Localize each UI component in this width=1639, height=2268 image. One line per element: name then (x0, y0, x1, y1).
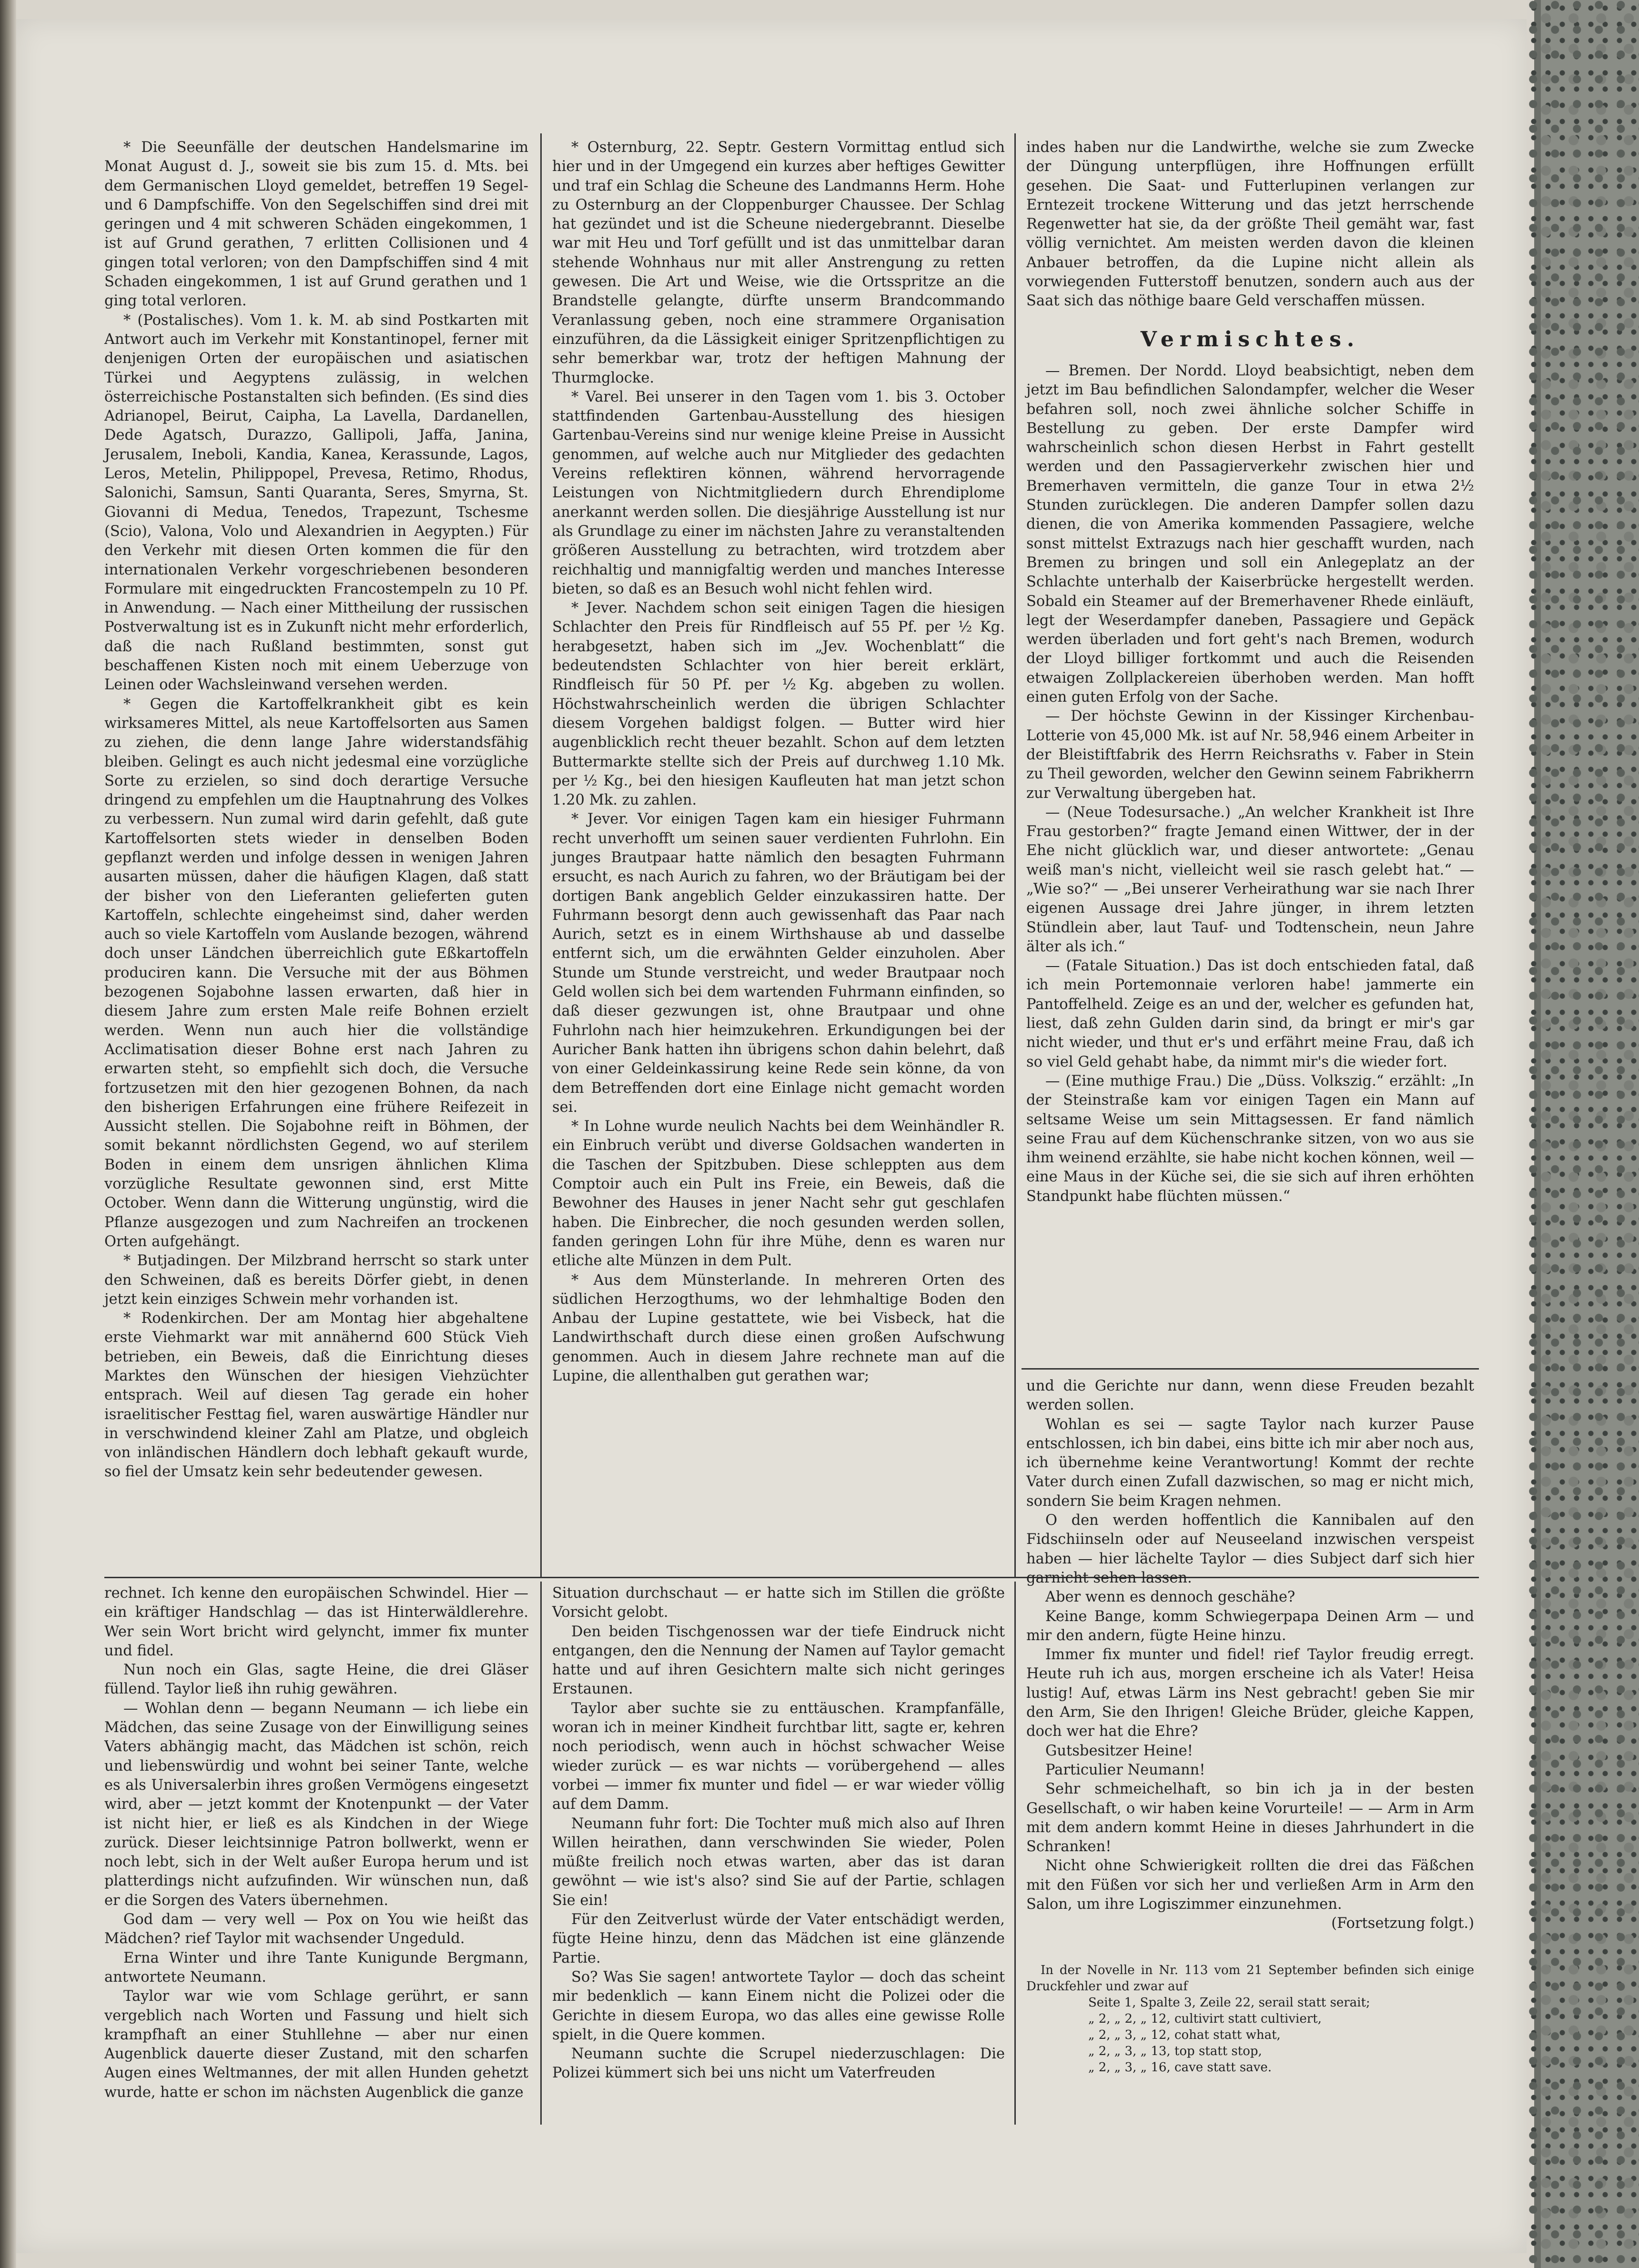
novel-paragraph: Neumann fuhr fort: Die Tochter muß mich also auf Ihren Willen heirathen, dann verschwinden Sie wieder, Polen müßte freilich noch etwas warten, aber das ist daran gewöhnt — wie ist's also? sind Sie auf der Partie, schlagen Sie ein! (552, 1815, 1005, 1909)
novel-paragraph: Nicht ohne Schwierigkeit rollten die drei das Fäßchen mit den Füßen vor sich her und verließen Arm in Arm den Salon, um ihre Logiszimmer einzunehmen. (1026, 1857, 1474, 1913)
newspaper-page (16, 19, 1527, 2253)
column-upper-left (104, 138, 528, 1482)
novel-paragraph: Situation durchschaut — er hatte sich im Stillen die größte Vorsicht gelobt. (552, 1585, 1005, 1621)
column-upper-middle (552, 138, 1005, 1386)
book-binding-edge (0, 0, 16, 2268)
novel-paragraph: So? Was Sie sagen! antwortete Taylor — doch das scheint mir bedenklich — kann Einem nicht die Polizei oder die Gerichte in diesem Europa, wo das alles eine gewisse Rolle spielt, in die Quere kommen. (552, 1968, 1005, 2043)
article-varel: * Varel. Bei unserer in den Tagen vom 1. bis 3. October stattfindenden Gartenbau-Ausstellung des hiesigen Gartenbau-Vereins sind nur wenige kleine Preise in Aussicht genommen, auf welche auch nur Mitglieder des gedachten Vereins reflektiren können, während hervorragende Leistungen von Nichtmitgliedern durch Ehrendiplome anerkannt werden sollen. Die diesjährige Ausstellung ist nur als Grundlage zu einer im nächsten Jahre zu veranstaltenden größeren Ausstellung zu betrachten, wird trotzdem aber reichhaltig und mannigfaltig werden und manches Interesse bieten, so daß es an Besuch wohl nicht fehlen wird. (552, 388, 1005, 597)
continuation-note: (Fortsetzung folgt.) (1331, 1915, 1474, 1932)
novel-paragraph: Keine Bange, komm Schwiegerpapa Deinen Arm — und mir den andern, fügte Heine hinzu. (1026, 1608, 1474, 1644)
article-fatale-situation: — (Fatale Situation.) Das ist doch entschieden fatal, daß ich mein Portemonnaie verloren habe! jammerte ein Pantoffelheld. Zeige es an und der, welcher es gefunden hat, liest, daß zehn Gulden darin sind, da bringt er mir's gar nicht wieder, und thut er's und erfährt meine Frau, daß ich so viel Geld gehabt habe, da nimmt mir's die wieder fort. (1026, 958, 1474, 1070)
article-rodenkirchen: * Rodenkirchen. Der am Montag hier abgehaltene erste Viehmarkt war mit annähernd 600 Stück Vieh betrieben, ein Beweis, daß die Einrichtung dieses Marktes den Wünschen der hiesigen Viehzüchter entsprach. Weil auf diesen Tag gerade ein hoher israelitischer Festtag fiel, waren auswärtige Händler nur in verschwindend kleiner Zahl am Platze, und obgleich von inländischen Händlern doch lebhaft gekauft wurde, so fiel der Umsatz kein sehr bedeutender gewesen. (104, 1310, 528, 1481)
novel-paragraph: Den beiden Tischgenossen war der tiefe Eindruck nicht entgangen, den die Nennung der Namen auf Taylor gemacht hatte und auf ihren Gesichtern malte sich nicht geringes Erstaunen. (552, 1623, 1005, 1698)
article-muensterlande: * Aus dem Münsterlande. In mehreren Orten des südlichen Herzogthums, wo der lehmhaltige Boden den Anbau der Lupine gestattete, wie bei Visbeck, hat die Landwirthschaft durch diese einen großen Aufschwung genommen. Auch in diesem Jahre rechnete man auf die Lupine, die allenthalben gut gerathen war; (552, 1271, 1005, 1384)
article-bremen: — Bremen. Der Nordd. Lloyd beabsichtigt, neben dem jetzt im Bau befindlichen Salondampfer, welcher die Weser befahren soll, noch zwei ähnliche solcher Schiffe in Bestellung zu geben. Der erste Dampfer wird wahrscheinlich schon diesen Herbst in Fahrt gestellt werden und den Passagierverkehr zwischen hier und Bremerhaven vermitteln, die ganze Tour in etwa 2½ Stunden zurücklegen. Die anderen Dampfer sollen dazu dienen, die von Amerika kommenden Passagiere, welche sonst mittelst Extrazugs nach hier geschafft wurden, nach Bremen zu bringen und soll ein Anlegeplatz an der Schlachte unterhalb der Kaiserbrücke hergestellt werden. Sobald ein Steamer auf der Bremerhavener Rhede einläuft, legt der Weserdampfer daneben, Passagiere und Gepäck werden überladen und fort geht's nach Bremen, wodurch der Lloyd billiger fortkommt und auch die Reisenden etwaigen Zollplackereien überhoben werden. Man hofft einen guten Erfolg von der Sache. (1026, 362, 1474, 706)
column-lower-middle (552, 1584, 1005, 2083)
article-butjadingen: * Butjadingen. Der Milzbrand herrscht so stark unter den Schweinen, daß es bereits Dörfer giebt, in denen jetzt kein einziges Schwein mehr vorhanden ist. (104, 1252, 528, 1308)
novel-paragraph: Immer fix munter und fidel! rief Taylor freudig erregt. Heute ruh ich aus, morgen erscheine ich als Vater! Heisa lustig! Auf, etwas Lärm ins Nest gebracht! geben Sie mir den Arm, Sie den Ihrigen! Gleiche Brüder, gleiche Kappen, doch wer hat die Ehre? (1026, 1646, 1474, 1740)
novel-paragraph: Nun noch ein Glas, sagte Heine, die drei Gläser füllend. Taylor ließ ihn ruhig gewähren. (104, 1662, 528, 1698)
article-todesursache: — (Neue Todesursache.) „An welcher Krankheit ist Ihre Frau gestorben?“ fragte Jemand einen Wittwer, der in der Ehe nicht glücklich war, und dieser antwortete: „Genau weiß man's nicht, vielleicht weil sie rasch gelebt hat.“ — „Wie so?“ — „Bei unserer Verheirathung war sie nach Ihrer eigenen Aussage drei Jahre jünger, in ihrem letzten Stündlein aber, laut Tauf- und Todtenschein, neun Jahre älter als ich.“ (1026, 804, 1474, 955)
article-seeunfaelle: * Die Seeunfälle der deutschen Handelsmarine im Monat August d. J., soweit sie bis zum 15. d. Mts. bei dem Germanischen Lloyd gemeldet, betreffen 19 Segel- und 6 Dampfschiffe. Von den Segelschiffen sind drei mit geringen und 4 mit schweren Schäden eingekommen, 1 ist auf Grund gerathen, 7 erlitten Collisionen und 4 gingen total verloren; von den Dampfschiffen sind 4 mit Schaden eingekommen, 1 ist auf Grund gerathen und 1 ging total verloren. (104, 139, 528, 310)
column-rule (1014, 133, 1016, 1577)
novel-paragraph: Wohlan es sei — sagte Taylor nach kurzer Pause entschlossen, ich bin dabei, eins bitte ich mir aber noch aus, ich übernehme keine Verantwortung! Kommt der rechte Vater durch einen Zufall dazwischen, so mag er nicht mich, sondern Sie beim Kragen nehmen. (1026, 1416, 1474, 1510)
article-osternburg: * Osternburg, 22. Septr. Gestern Vormittag entlud sich hier und in der Umgegend ein kurzes aber heftiges Gewitter und traf ein Schlag die Scheune des Landmanns Herm. Hohe zu Osternburg an der Cloppenburger Chaussee. Der Schlag hat gezündet und ist die Scheune niedergebrannt. Dieselbe war mit Heu und Torf gefüllt und ist das unmittelbar daran stehende Wohnhaus nur mit aller Anstrengung zu retten gewesen. Die Art und Weise, wie die Ortsspritze an die Brandstelle gelangte, dürfte unserm Brandcommando Veranlassung geben, noch eine strammere Organisation einzuführen, da die Lässigkeit einiger Spritzenpflichtigen zu sehr bemerkbar war, trotz der heftigen Mahnung der Thurmglocke. (552, 139, 1005, 386)
errata-block (1026, 1962, 1474, 2076)
novel-paragraph: Aber wenn es dennoch geschähe? (1045, 1589, 1295, 1606)
errata-line: „ 2, „ 3, „ 12, cohat statt what, (1088, 2027, 1281, 2042)
errata-intro: In der Novelle in Nr. 113 vom 21 September befinden sich einige Druckfehler und zwar auf (1026, 1963, 1474, 1994)
column-upper-right (1026, 138, 1474, 1206)
column-rule (540, 1582, 542, 2125)
novel-paragraph: Particulier Neumann! (1045, 1761, 1205, 1778)
novel-paragraph: Für den Zeitverlust würde der Vater entschädigt werden, fügte Heine hinzu, denn das Mädchen ist eine glänzende Partie. (552, 1911, 1005, 1966)
marbled-book-edge (1527, 0, 1639, 2268)
article-postalisches: * (Postalisches). Vom 1. k. M. ab sind Postkarten mit Antwort auch im Verkehr mit Konstantinopel, ferner mit denjenigen Orten der europäischen und asiatischen Türkei und Aegyptens zulässig, in welchen österreichische Postanstalten sich befinden. (Es sind dies Adrianopel, Beirut, Caipha, La Lavella, Dardanellen, Dede Agatsch, Durazzo, Gallipoli, Jaffa, Janina, Jerusalem, Ineboli, Kandia, Kanea, Kerassunde, Lagos, Leros, Metelin, Philippopel, Prevesa, Retimo, Rhodus, Salonichi, Samsun, Santi Quaranta, Seres, Smyrna, St. Giovanni di Medua, Tenedos, Trapezunt, Tschesme (Scio), Valona, Volo und Alexandrien in Aegypten.) Für den Verkehr mit diesen Orten kommen die für den internationalen Verkehr vorgeschriebenen besonderen Formulare mit eingedruckten Francostempeln zu 10 Pf. in Anwendung. — Nach einer Mittheilung der russischen Postverwaltung ist es in Zukunft nicht mehr erforderlich, daß die nach Rußland bestimmten, sonst gut beschaffenen Kisten noch mit einem Ueberzuge von Leinen oder Wachsleinwand versehen werden. (104, 312, 528, 694)
novel-paragraph: Taylor aber suchte sie zu enttäuschen. Krampfanfälle, woran ich in meiner Kindheit furchtbar litt, sagte er, kehren noch periodisch, wenn auch in höchst schwacher Weise wieder zurück — es war nichts — vorübergehend — alles vorbei — immer fix munter und fidel — er war wieder völlig auf dem Damm. (552, 1700, 1005, 1813)
novel-paragraph: Gutsbesitzer Heine! (1045, 1742, 1193, 1759)
novel-paragraph: God dam — very well — Pox on You wie heißt das Mädchen? rief Taylor mit wachsender Ungeduld. (104, 1911, 528, 1947)
errata-line: „ 2, „ 3, „ 16, cave statt save. (1088, 2060, 1272, 2075)
article-jever-1: * Jever. Nachdem schon seit einigen Tagen die hiesigen Schlachter den Preis für Rindfleisch auf 55 Pf. per ½ Kg. herabgesetzt, haben sich im „Jev. Wochenblatt“ die bedeutendsten Schlachter von hier bereit erklärt, Rindfleisch für 50 Pf. per ½ Kg. abgeben zu wollen. Höchstwahrscheinlich werden die übrigen Schlachter diesem Vorgehen baldigst folgen. — Butter wird hier augenblicklich recht theuer bezahlt. Schon auf dem letzten Buttermarkte stellte sich der Preis auf durchweg 1.10 Mk. per ½ Kg., bei den hiesigen Kaufleuten hat man jetzt schon 1.20 Mk. zu zahlen. (552, 600, 1005, 809)
novel-paragraph: Neumann suchte die Scrupel niederzuschlagen: Die Polizei kümmert sich bei uns nicht um Vaterfreuden (552, 2046, 1005, 2082)
novel-paragraph: rechnet. Ich kenne den europäischen Schwindel. Hier — ein kräftiger Handschlag — das ist Hinterwäldlerehre. Wer sein Wort bricht wird gelyncht, immer fix munter und fidel. (104, 1585, 528, 1659)
column-lower-right (1026, 1377, 1474, 2076)
column-lower-left (104, 1584, 528, 2102)
novel-paragraph: O den werden hoffentlich die Kannibalen auf den Fidschiinseln oder auf Neuseeland inzwischen verspeist haben — hier lächelte Taylor — dies Subject darf sich hier garnicht sehen lassen. (1026, 1512, 1474, 1586)
article-kartoffelkrankheit: * Gegen die Kartoffelkrankheit gibt es kein wirksameres Mittel, als neue Kartoffelsorten aus Samen zu ziehen, die denn lange Jahre widerstandsfähig bleiben. Gelingt es auch nicht jedesmal eine vorzügliche Sorte zu erzielen, so sind doch derartige Versuche dringend zu empfehlen um die Hauptnahrung des Volkes zu verbessern. Nun zumal wird darin gefehlt, daß gute Kartoffelsorten stets wieder in denselben Boden gepflanzt werden und infolge dessen in wenigen Jahren ausarten müssen, daher die häufigen Klagen, daß statt der bisher von den Lieferanten gelieferten guten Kartoffeln, schlechte eingeheimst sind, daher werden auch so viele Kartoffeln vom Auslande bezogen, während doch unser Ländchen überreichlich gute Eßkartoffeln produciren kann. Die Versuche mit der aus Böhmen bezogenen Sojabohne lassen erwarten, daß hier in diesem Jahre zum ersten Male reife Bohnen erzielt werden. Wenn nun auch hier die vollständige Acclimatisation dieser Bohne erst nach Jahren zu erwarten steht, so empfiehlt sich doch, die Versuche fortzusetzen mit den hier gezogenen Bohnen, da nach den bisherigen Erfahrungen eine frühere Reifezeit in Aussicht stellen. Die Sojabohne reift in Böhmen, der somit bekannt nördlichsten Gegend, wo auf sterilem Boden in einem dem unsrigen ähnlichen Klima vorzügliche Resultate gewonnen sind, erst Mitte October. Wenn dann die Witterung ungünstig, wird die Pflanze ausgezogen und zum Nachreifen an trockenen Orten aufgehängt. (104, 696, 528, 1250)
column-rule (540, 133, 542, 1577)
novel-paragraph: und die Gerichte nur dann, wenn diese Freuden bezahlt werden sollen. (1026, 1378, 1474, 1414)
errata-line: „ 2, „ 2, „ 12, cultivirt statt cultiviert, (1088, 2011, 1322, 2026)
article-lupine-continued: indes haben nur die Landwirthe, welche sie zum Zwecke der Düngung unterpflügen, ihre Hoffnungen erfüllt gesehen. Die Saat- und Futterlupinen verlangen zur Erntezeit trockene Witterung und das jetzt herrschende Regenwetter hat sie, da der größte Theil gemäht war, fast völlig vernichtet. Am meisten werden davon die kleinen Anbauer betroffen, da die Lupine nicht allein als vorwiegenden Futterstoff benutzen, sondern auch aus der Saat sich das nöthige baare Geld verschaffen müssen. (1026, 139, 1474, 310)
column-rule (1014, 1582, 1016, 2125)
article-jever-2: * Jever. Vor einigen Tagen kam ein hiesiger Fuhrmann recht unverhofft um seinen sauer verdienten Fuhrlohn. Ein junges Brautpaar hatte nämlich den besagten Fuhrmann ersucht, es nach Aurich zu fahren, wo der Bräutigam bei der dortigen Bank angeblich Gelder einzukassiren hatte. Der Fuhrmann besorgt denn auch gewissenhaft das Paar nach Aurich, setzt es in einem Wirthshause ab und dasselbe entfernt sich, um die erwähnten Gelder einzuholen. Aber Stunde um Stunde verstreicht, und weder Brautpaar noch Geld wollen sich bei dem wartenden Fuhrmann einfinden, so daß dieser gezwungen ist, ohne Brautpaar und ohne Fuhrlohn nach hier heimzukehren. Erkundigungen bei der Auricher Bank hatten ihn übrigens schon dahin belehrt, daß von einer Geldeinkassirung keine Rede sein könne, da von dem Betreffenden dort eine Einlage nicht gemacht worden sei. (552, 811, 1005, 1116)
novel-paragraph: Erna Winter und ihre Tante Kunigunde Bergmann, antwortete Neumann. (104, 1949, 528, 1986)
errata-line: Seite 1, Spalte 3, Zeile 22, serail statt serait; (1088, 1995, 1370, 2010)
errata-line: „ 2, „ 3, „ 13, top statt stop, (1088, 2044, 1262, 2058)
section-heading-vermischtes: Vermischtes. (1140, 327, 1360, 352)
section-divider (1022, 1368, 1479, 1370)
novel-paragraph: Sehr schmeichelhaft, so bin ich ja in der besten Gesellschaft, o wir haben keine Vorurteile! — — Arm in Arm mit dem andern kommt Heine in dieses Jahrhundert in die Schranken! (1026, 1781, 1474, 1855)
article-muthige-frau: — (Eine muthige Frau.) Die „Düss. Volkszig.“ erzählt: „In der Steinstraße kam vor einigen Tagen ein Mann auf seltsame Weise um sein Mittagsessen. Er fand nämlich seine Frau auf dem Küchenschranke sitzen, von wo aus sie ihm weinend erzählte, sie habe nicht kochen können, weil — eine Maus in der Küche sei, die sie sich auf ihren erhöhten Standpunkt habe flüchten müssen.“ (1026, 1072, 1474, 1205)
novel-paragraph: — Wohlan denn — begann Neumann — ich liebe ein Mädchen, das seine Zusage von der Einwilligung seines Vaters abhängig macht, das Mädchen ist schön, reich und liebenswürdig und wohnt bei seiner Tante, welche es als Universalerbin ihres großen Vermögens eingesetzt wird, aber — jetzt kommt der Knotenpunkt — der Vater ist nicht hier, er ließ es als Kindchen in der Wiege zurück. Dieser leichtsinnige Patron bollwerkt, wenn er noch lebt, sich in der Welt außer Europa herum und ist platterdings nicht aufzufinden. Wir wünschen nun, daß er die Sorgen des Vaters übernehmen. (104, 1700, 528, 1909)
article-lotterie: — Der höchste Gewinn in der Kissinger Kirchenbau-Lotterie von 45,000 Mk. ist auf Nr. 58,946 einem Arbeiter in der Bleistiftfabrik des Herrn Reichsraths v. Faber in Stein zu Theil geworden, welcher den Gewinn seinem Fabrikherrn zur Verwaltung übergeben hat. (1026, 708, 1474, 802)
novel-paragraph: Taylor war wie vom Schlage gerührt, er sann vergeblich nach Worten und Fassung und hielt sich krampfhaft an einer Stuhllehne — aber nur einen Augenblick dauerte dieser Zustand, mit den scharfen Augen eines Weltmannes, der mit allen Hunden gehetzt wurde, hatte er schon im nächsten Augenblick die ganze (104, 1988, 528, 2101)
article-lohne: * In Lohne wurde neulich Nachts bei dem Weinhändler R. ein Einbruch verübt und diverse Goldsachen wanderten in die Taschen der Spitzbuben. Diese schleppten aus dem Comptoir auch ein Pult ins Freie, ein Beweis, daß die Bewohner des Hauses in jener Nacht sehr gut geschlafen haben. Die Einbrecher, die noch gesunden werden sollen, fanden geringen Lohn für ihre Mühe, denn es waren nur etliche alte Münzen in dem Pult. (552, 1118, 1005, 1270)
